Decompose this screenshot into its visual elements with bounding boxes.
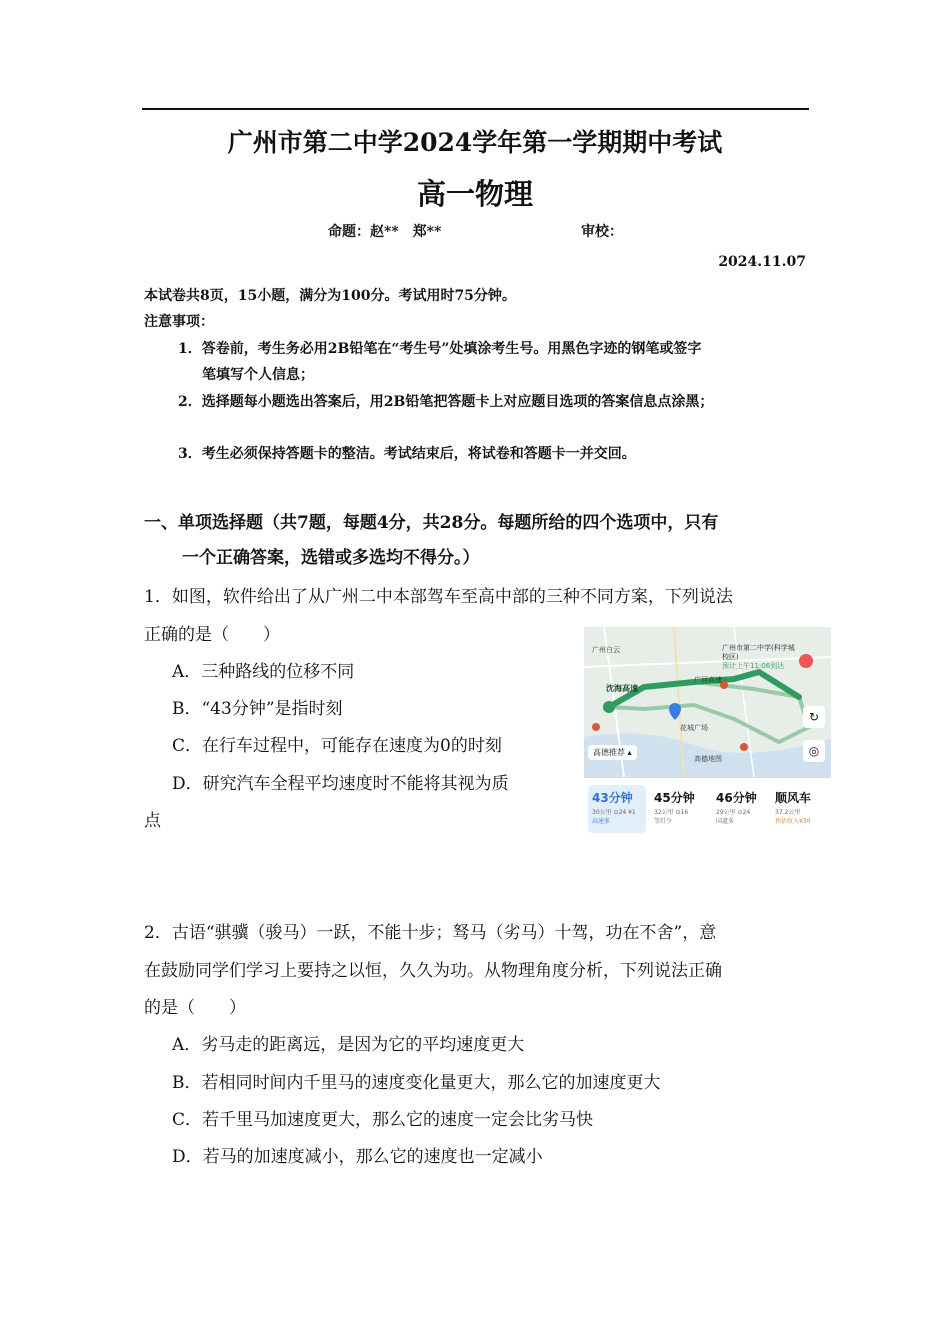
route-stats: 37.2公里 xyxy=(775,809,801,816)
route-time: 43分钟 xyxy=(592,791,633,805)
q1-option-c: C．在行车过程中，可能存在速度为0的时刻 xyxy=(172,736,502,756)
reviewer-line: 审校： xyxy=(581,224,623,240)
route-card[interactable] xyxy=(650,785,708,833)
destination-marker-icon xyxy=(799,654,813,668)
place-label: 花城广场 xyxy=(680,724,708,732)
route-note: 国道多 xyxy=(716,818,735,825)
route-stats: 30公里 ⊙24 ¥1 xyxy=(592,809,636,816)
paper-summary: 本试卷共8页，15小题，满分为100分。考试用时75分钟。 xyxy=(144,288,516,304)
q1-stem-cont: 正确的是（ ） xyxy=(144,625,280,645)
exam-date: 2024.11.07 xyxy=(718,254,806,270)
start-marker-icon xyxy=(603,701,615,713)
setter-line: 命题：赵** 郑** xyxy=(328,224,442,240)
notice-item: 2．选择题每小题选出答案后，用2B铅笔把答题卡上对应题目选项的答案信息点涂黑； xyxy=(178,394,714,410)
route-options-panel xyxy=(584,777,831,838)
recommend-tag[interactable]: 高德推荐 ▴ xyxy=(588,745,637,760)
section-heading: 一、单项选择题（共7题，每题4分，共28分。每题所给的四个选项中，只有 xyxy=(144,513,719,533)
route-time: 顺风车 xyxy=(775,791,812,805)
route-card[interactable] xyxy=(588,785,646,833)
exam-title: 广州市第二中学2024学年第一学期期中考试 xyxy=(227,128,723,157)
q2-stem-cont: 在鼓励同学们学习上要持之以恒，久久为功。从物理角度分析，下列说法正确 xyxy=(144,961,722,981)
route-note: 高速多 xyxy=(592,818,611,825)
road-label: 沈海高速 xyxy=(606,684,638,693)
q1-option-b: B．“43分钟”是指时刻 xyxy=(172,699,343,719)
route-time: 46分钟 xyxy=(716,791,757,805)
map-logo-label: 高德地图 xyxy=(694,755,722,763)
place-label-2: 广州白云 xyxy=(592,646,620,654)
notice-item: 1．答卷前，考生务必用2B铅笔在“考生号”处填涂考生号。用黑色字迹的钢笔或签字 xyxy=(178,341,702,357)
road-label-2: 广河高速 xyxy=(694,676,722,684)
q2-option-a: A．劣马走的距离远，是因为它的平均速度更大 xyxy=(172,1035,525,1055)
route-stats: 32公里 ⊙16 xyxy=(654,809,689,816)
route-time: 45分钟 xyxy=(654,791,695,805)
notice-title: 注意事项： xyxy=(144,314,214,330)
q1-option-d: D．研究汽车全程平均速度时不能将其视为质 xyxy=(172,774,509,794)
q1-stem: 1．如图，软件给出了从广州二中本部驾车至高中部的三种不同方案，下列说法 xyxy=(144,587,733,607)
route-stats: 29公里 ⊙24 xyxy=(716,809,751,816)
destination-name: 广州市第二中学(科学城校区) xyxy=(722,644,795,661)
q2-option-d: D．若马的加速度减小，那么它的速度也一定减小 xyxy=(172,1147,543,1167)
q2-option-c: C．若千里马加速度更大，那么它的速度一定会比劣马快 xyxy=(172,1110,594,1130)
eta-label: 预计上午11:06到达 xyxy=(722,662,785,670)
destination-label xyxy=(722,644,800,671)
q2-stem: 2．古语“骐骥（骏马）一跃，不能十步；驽马（劣马）十驾，功在不舍”，意 xyxy=(144,923,717,943)
notice-item-cont: 笔填写个人信息； xyxy=(202,367,314,383)
q2-stem-cont: 的是（ ） xyxy=(144,998,246,1018)
q2-option-b: B．若相同时间内千里马的速度变化量更大，那么它的加速度更大 xyxy=(172,1073,661,1093)
route-note: 等灯少 xyxy=(654,818,673,825)
refresh-icon[interactable]: ↻ xyxy=(803,706,825,728)
route-card[interactable] xyxy=(712,785,770,833)
section-heading-cont: 一个正确答案，选错或多选均不得分。） xyxy=(182,548,480,568)
recommend-label: 高德推荐 xyxy=(593,748,625,757)
route-card[interactable] xyxy=(771,785,829,833)
q1-option-d-cont: 点 xyxy=(144,811,161,831)
header-rule xyxy=(142,108,809,110)
notice-item: 3．考生必须保持答题卡的整洁。考试结束后，将试卷和答题卡一并交回。 xyxy=(178,446,636,462)
locate-icon[interactable]: ◎ xyxy=(803,740,825,762)
route-note: 预估收入¥30 xyxy=(775,818,811,825)
subject-title: 高一物理 xyxy=(416,177,533,211)
route-map-figure xyxy=(584,627,831,838)
q1-option-a: A．三种路线的位移不同 xyxy=(172,662,355,682)
